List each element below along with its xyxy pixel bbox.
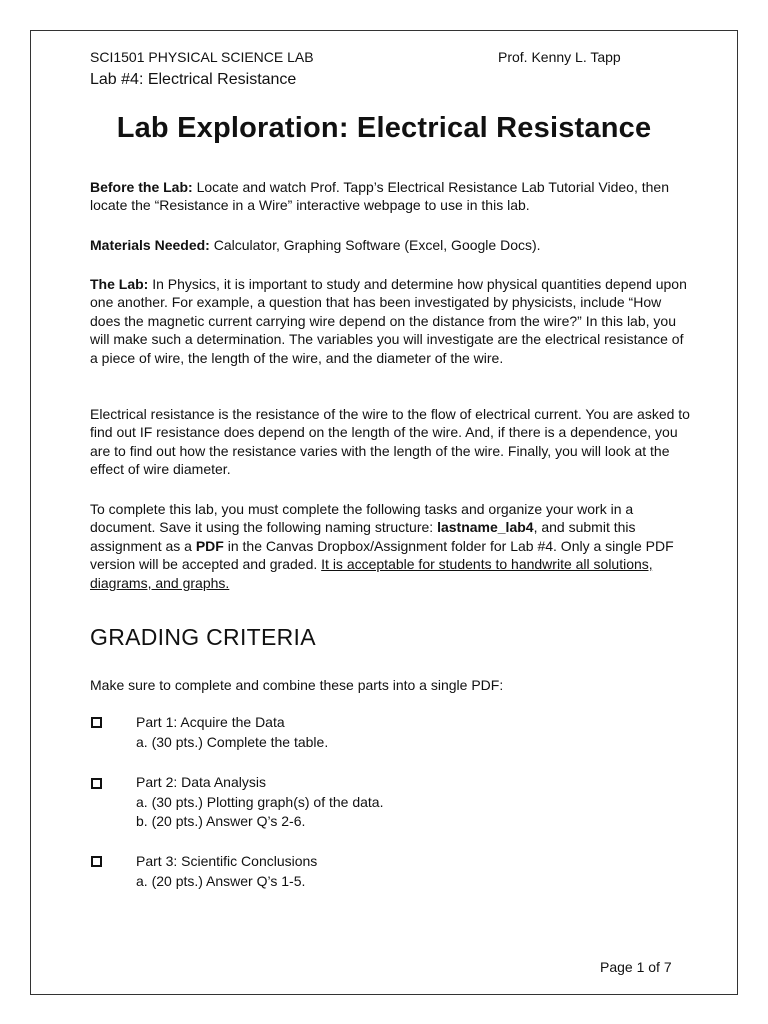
before-lab-label: Before the Lab:: [90, 179, 193, 195]
part2-item-b: b. (20 pts.) Answer Q’s 2-6.: [136, 813, 306, 829]
part2-checkbox[interactable]: [91, 778, 102, 789]
materials-paragraph: [90, 236, 690, 254]
part1-title: Part 1: Acquire the Data: [136, 714, 285, 730]
pdf-label: PDF: [195, 537, 224, 554]
part2-title: Part 2: Data Analysis: [136, 774, 266, 790]
instructions-paragraph: [90, 500, 690, 592]
handwrite-note: It is acceptable for students to handwrite all solutions, diagrams, and graphs.: [90, 556, 653, 591]
before-lab-paragraph: [90, 178, 690, 215]
part3-block: [136, 852, 317, 891]
before-lab-text: Locate and watch Prof. Tapp’s Electrical Resistance Lab Tutorial Video, then locate the “Resistance in a Wire” interactive webpage to use in this lab.: [90, 179, 669, 214]
the-lab-paragraph: [90, 275, 690, 367]
the-lab-text: In Physics, it is important to study and determine how physical quantities depend upon one another. For example, a question that has been investigated by physicists, include “How does the magnetic current carrying wire depend on the distance from the wire?” In this lab, you will make such a determination. The variables you will investigate are the electrical resistance of a piece of wire, the length of the wire, and the diameter of the wire.: [90, 276, 687, 366]
resistance-paragraph: Electrical resistance is the resistance of the wire to the flow of electrical current. You are asked to find out IF resistance does depend on the length of the wire. And, if there is a dependence, you are to find out how the resistance varies with the length of the wire. Finally, you will look at the effect of wire diameter.: [90, 406, 690, 478]
part3-title: Part 3: Scientific Conclusions: [136, 853, 318, 869]
instructions-text-3: in the Canvas Dropbox/Assignment folder for Lab #4. Only a single PDF version will be accepted and graded.: [90, 537, 674, 573]
page-number: Page 1 of 7: [600, 959, 672, 975]
part1-item-a: a. (30 pts.) Complete the table.: [136, 733, 329, 750]
instructions-text-2: , and submit this assignment as a: [90, 519, 636, 554]
instructions-text-1: To complete this lab, you must complete the following tasks and organize your work in a document. Save it using the following naming structure:: [90, 501, 634, 536]
page-title: Lab Exploration: Electrical Resistance: [116, 112, 652, 144]
the-lab-label: The Lab:: [90, 276, 149, 292]
grading-heading: GRADING CRITERIA: [90, 624, 316, 650]
filename-format: lastname_lab4: [437, 519, 534, 536]
part2-item-a: a. (30 pts.) Plotting graph(s) of the data.: [136, 793, 384, 810]
materials-label: Materials Needed:: [90, 237, 210, 253]
part1-checkbox[interactable]: [91, 717, 102, 728]
part3-item-a: a. (20 pts.) Answer Q’s 1-5.: [136, 872, 306, 889]
lab-subtitle: Lab #4: Electrical Resistance: [90, 71, 297, 88]
course-header: SCI1501 PHYSICAL SCIENCE LAB: [90, 49, 314, 65]
part3-checkbox[interactable]: [91, 856, 102, 867]
professor-header: Prof. Kenny L. Tapp: [498, 49, 621, 65]
materials-text: Calculator, Graphing Software (Excel, Google Docs).: [209, 237, 541, 253]
part2-block: [136, 773, 383, 832]
part1-block: [136, 713, 328, 752]
grading-intro: Make sure to complete and combine these parts into a single PDF:: [90, 677, 504, 693]
